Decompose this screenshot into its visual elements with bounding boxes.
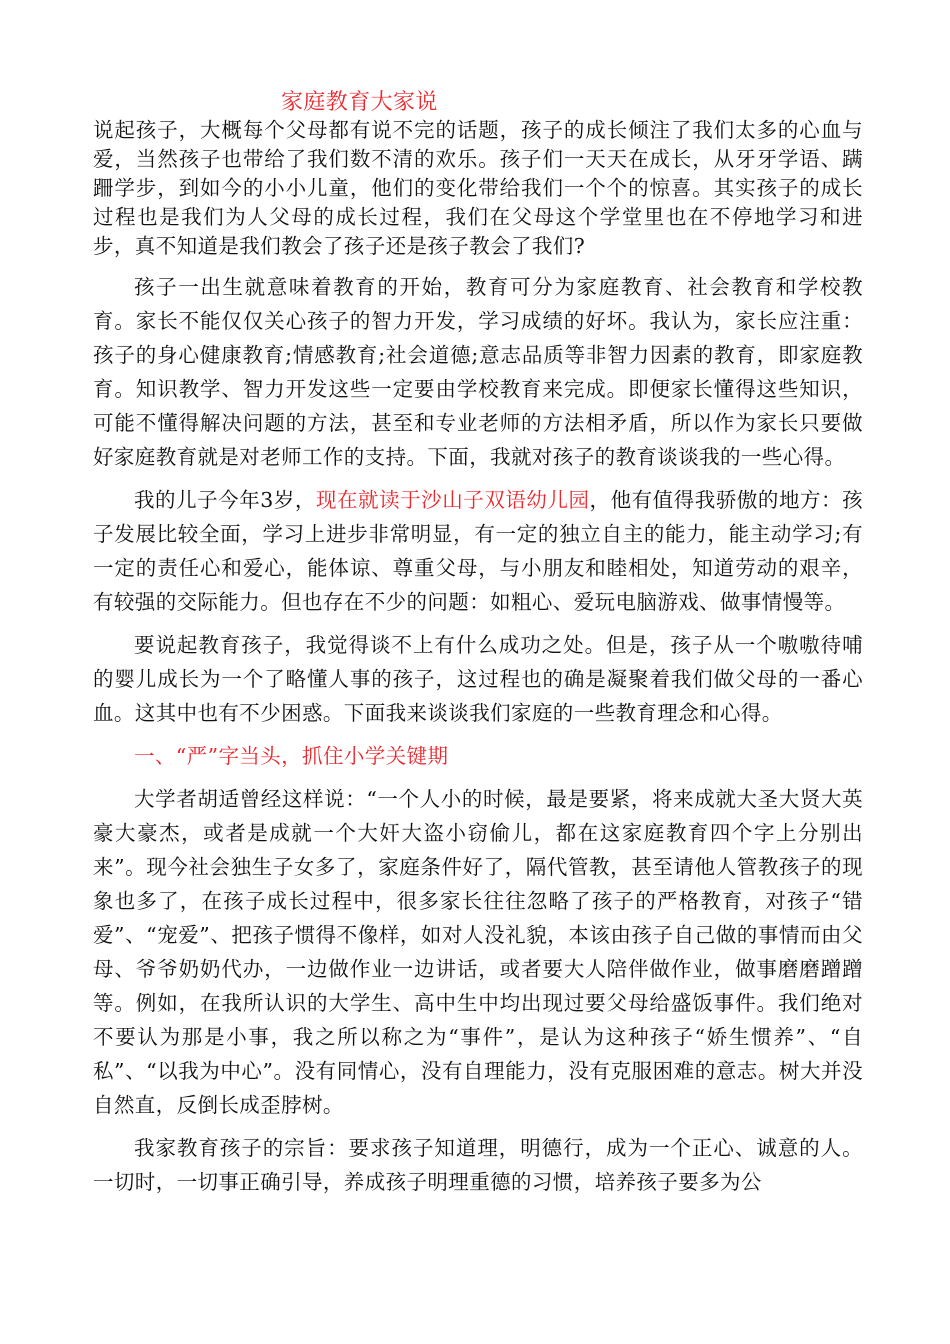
paragraph-son-text-start: 我的儿子今年3岁， (134, 488, 316, 512)
paragraph-hu-shi-quote: 大学者胡适曾经这样说：“一个人小的时候，最是要紧，将来成就大圣大贤大英豪大豪杰，或者是成就一个大奸大盗小窃偷儿，都在这家庭教育四个字上分别出来”。现今社会独生子女多了，家庭条件好了，隔代管教，甚至请他人管教孩子的现象也多了，在孩子成长过程中，很多家长往往忽略了孩子的严格教育，对孩子“错爱”、“宠爱”、把孩子惯得不像样，如对人没礼貌，本该由孩子自己做的事情而由父母、爷爷奶奶代办，一边做作业一边讲话，或者要大人陪伴做作业，做事磨磨蹭蹭等。例如，在我所认识的大学生、高中生中均出现过要父母给盛饭事件。我们绝对不要认为那是小事，我之所以称之为“事件”，是认为这种孩子“娇生惯养”、“自私”、“以我为中心”。没有同情心，没有自理能力，没有克服困难的意志。树大并没自然直，反倒长成歪脖树。 (93, 787, 863, 1117)
document-title: 家庭教育大家说 (281, 90, 438, 115)
paragraph-son (93, 483, 863, 619)
kindergarten-highlight: 现在就读于沙山子双语幼儿园 (315, 488, 590, 512)
paragraph-family-principle: 我家教育孩子的宗旨：要求孩子知道理，明德行，成为一个正心、诚意的人。一切时，一切事正确引导，养成孩子明理重德的习惯，培养孩子要多为公 (93, 1136, 863, 1194)
paragraph-son-text-end: ，他有值得我骄傲的地方：孩子发展比较全面，学习上进步非常明显，有一定的独立自主的能力，能主动学习;有一定的责任心和爱心，能体谅、尊重父母，与小朋友和睦相处，知道劳动的艰辛，有较强的交际能力。但也存在不少的问题：如粗心、爱玩电脑游戏、做事情慢等。 (93, 488, 863, 614)
section-heading-1: 一、“严”字当头，抓住小学关键期 (134, 744, 449, 768)
paragraph-experience: 要说起教育孩子，我觉得谈不上有什么成功之处。但是，孩子从一个嗷嗷待哺的婴儿成长为一个了略懂人事的孩子，这过程也的确是凝聚着我们做父母的一番心血。这其中也有不少困惑。下面我来谈谈我们家庭的一些教育理念和心得。 (93, 633, 863, 725)
document-page (93, 88, 863, 1199)
paragraph-education-types: 孩子一出生就意味着教育的开始，教育可分为家庭教育、社会教育和学校教育。家长不能仅仅关心孩子的智力开发，学习成绩的好坏。我认为，家长应注重：孩子的身心健康教育;情感教育;社会道德;意志品质等非智力因素的教育，即家庭教育。知识教学、智力开发这些一定要由学校教育来完成。即便家长懂得这些知识，可能不懂得解决问题的方法，甚至和专业老师的方法相矛盾，所以作为家长只要做好家庭教育就是对老师工作的支持。下面，我就对孩子的教育谈谈我的一些心得。 (93, 275, 863, 469)
paragraph-intro: 说起孩子，大概每个父母都有说不完的话题，孩子的成长倾注了我们太多的心血与爱，当然孩子也带给了我们数不清的欢乐。孩子们一天天在成长，从牙牙学语、蹒跚学步，到如今的小小儿童，他们的变化带给我们一个个的惊喜。其实孩子的成长过程也是我们为人父母的成长过程，我们在父母这个学堂里也在不停地学习和进步，真不知道是我们教会了孩子还是孩子教会了我们? (93, 118, 863, 258)
